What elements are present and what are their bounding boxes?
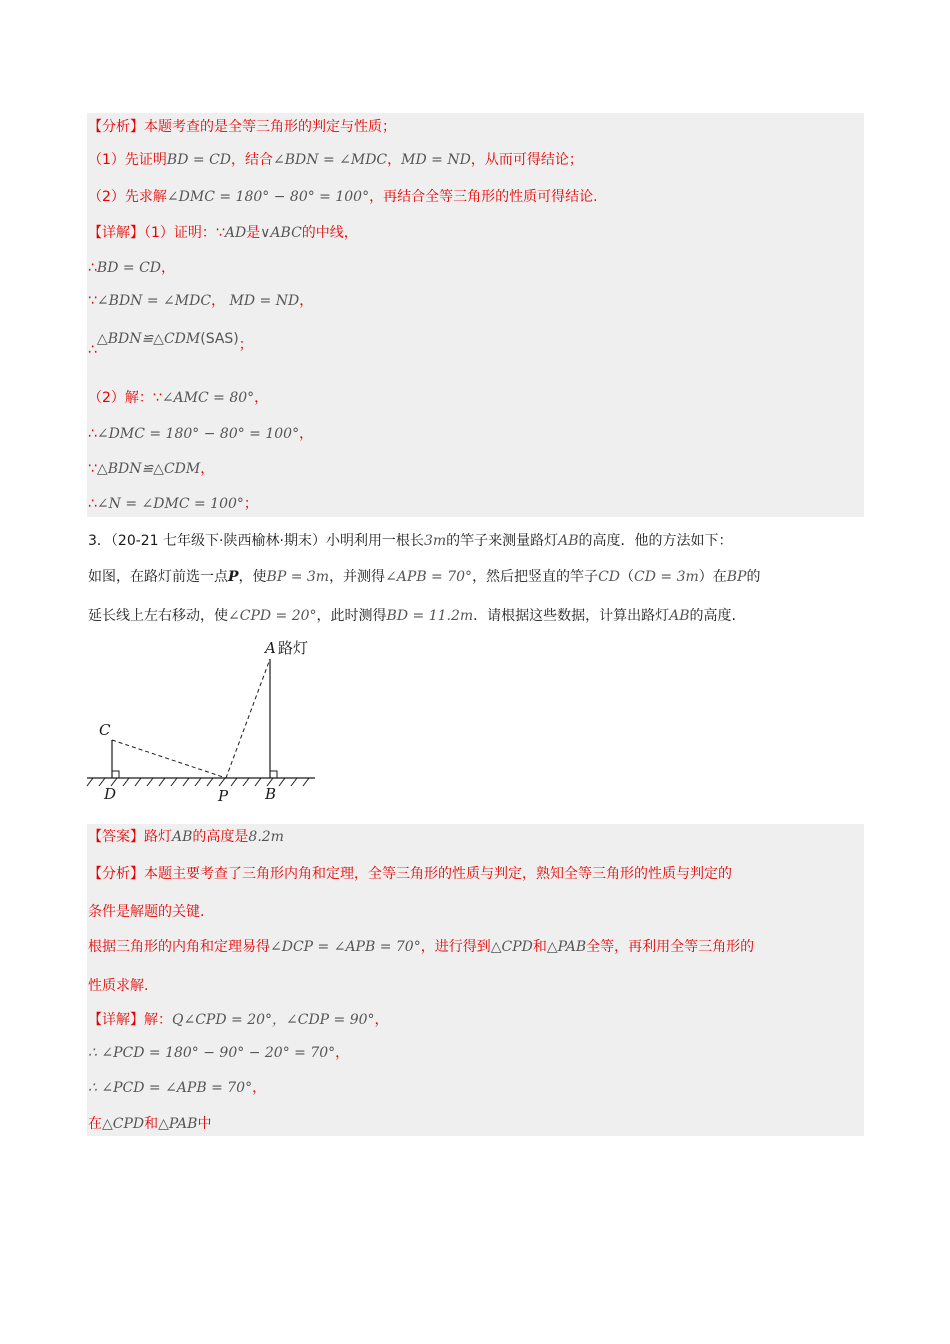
detail-line-6: ∴∠DMC = 180° − 80° = 100°， xyxy=(88,426,314,442)
label-c: C xyxy=(99,721,111,739)
dashed-cp xyxy=(112,740,226,778)
dashed-pa xyxy=(226,659,270,778)
detail-line-5: （2）解：∵∠AMC = 80°， xyxy=(88,390,269,406)
detail-3-line-4: 在△CPD和△PAB中 xyxy=(88,1116,212,1132)
right-angle-b xyxy=(270,771,277,778)
analysis-step-2: （2）先求解∠DMC = 180° − 80° = 100°，再结合全等三角形的性质可得结论. xyxy=(88,189,598,205)
detail-line-4: ∴△BDN≌△CDM(SAS)； xyxy=(88,331,253,358)
right-angle-d xyxy=(112,771,119,778)
detail-line-8: ∴∠N = ∠DMC = 100°； xyxy=(88,496,258,512)
analysis-3-line-1: 【分析】本题主要考查了三角形内角和定理，全等三角形的性质与判定，熟知全等三角形的性质与判定的 xyxy=(88,866,732,882)
label-lamp: 路灯 xyxy=(278,639,309,657)
label-d: D xyxy=(104,785,117,803)
detail-line-1: 【详解】（1）证明：∵AD是∨ABC的中线， xyxy=(88,225,358,241)
label-a: A xyxy=(265,639,276,657)
problem-3-line-2: 如图，在路灯前选一点P，使BP = 3m，并测得∠APB = 70°，然后把竖直的竿子CD（CD = 3m）在BP的 xyxy=(88,569,761,585)
streetlamp-figure xyxy=(85,636,325,806)
detail-line-2: ∴BD = CD， xyxy=(88,260,176,276)
analysis-block-1 xyxy=(87,113,864,517)
label-b: B xyxy=(265,785,277,803)
analysis-step-1: （1）先证明BD = CD，结合∠BDN = ∠MDC，MD = ND，从而可得结论； xyxy=(88,152,583,168)
detail-3-line-1: 【详解】解：Q∠CPD = 20°，∠CDP = 90°， xyxy=(88,1012,389,1028)
problem-3-line-3: 延长线上左右移动，使∠CPD = 20°，此时测得BD = 11.2m．请根据这些数据，计算出路灯AB的高度. xyxy=(88,608,736,624)
detail-3-line-3: ∴ ∠PCD = ∠APB = 70°， xyxy=(88,1080,267,1096)
detail-3-line-2: ∴ ∠PCD = 180° − 90° − 20° = 70°， xyxy=(88,1045,350,1061)
answer-3: 【答案】路灯AB的高度是8.2m xyxy=(88,829,284,845)
detail-line-7: ∵△BDN≌△CDM， xyxy=(88,461,215,477)
analysis-3-line-2: 条件是解题的关键. xyxy=(88,904,205,920)
analysis-title: 【分析】本题考查的是全等三角形的判定与性质； xyxy=(88,119,396,135)
analysis-3-line-3: 根据三角形的内角和定理易得∠DCP = ∠APB = 70°，进行得到△CPD和△PAB全等，再利用全等三角形的 xyxy=(88,939,755,955)
analysis-3-line-4: 性质求解. xyxy=(88,978,149,994)
label-p: P xyxy=(218,787,229,805)
detail-line-3: ∵∠BDN = ∠MDC， MD = ND， xyxy=(88,293,314,309)
problem-3-line-1: 3．（20-21 七年级下·陕西榆林·期末）小明利用一根长3m的竿子来测量路灯AB的高度．他的方法如下： xyxy=(88,533,733,549)
